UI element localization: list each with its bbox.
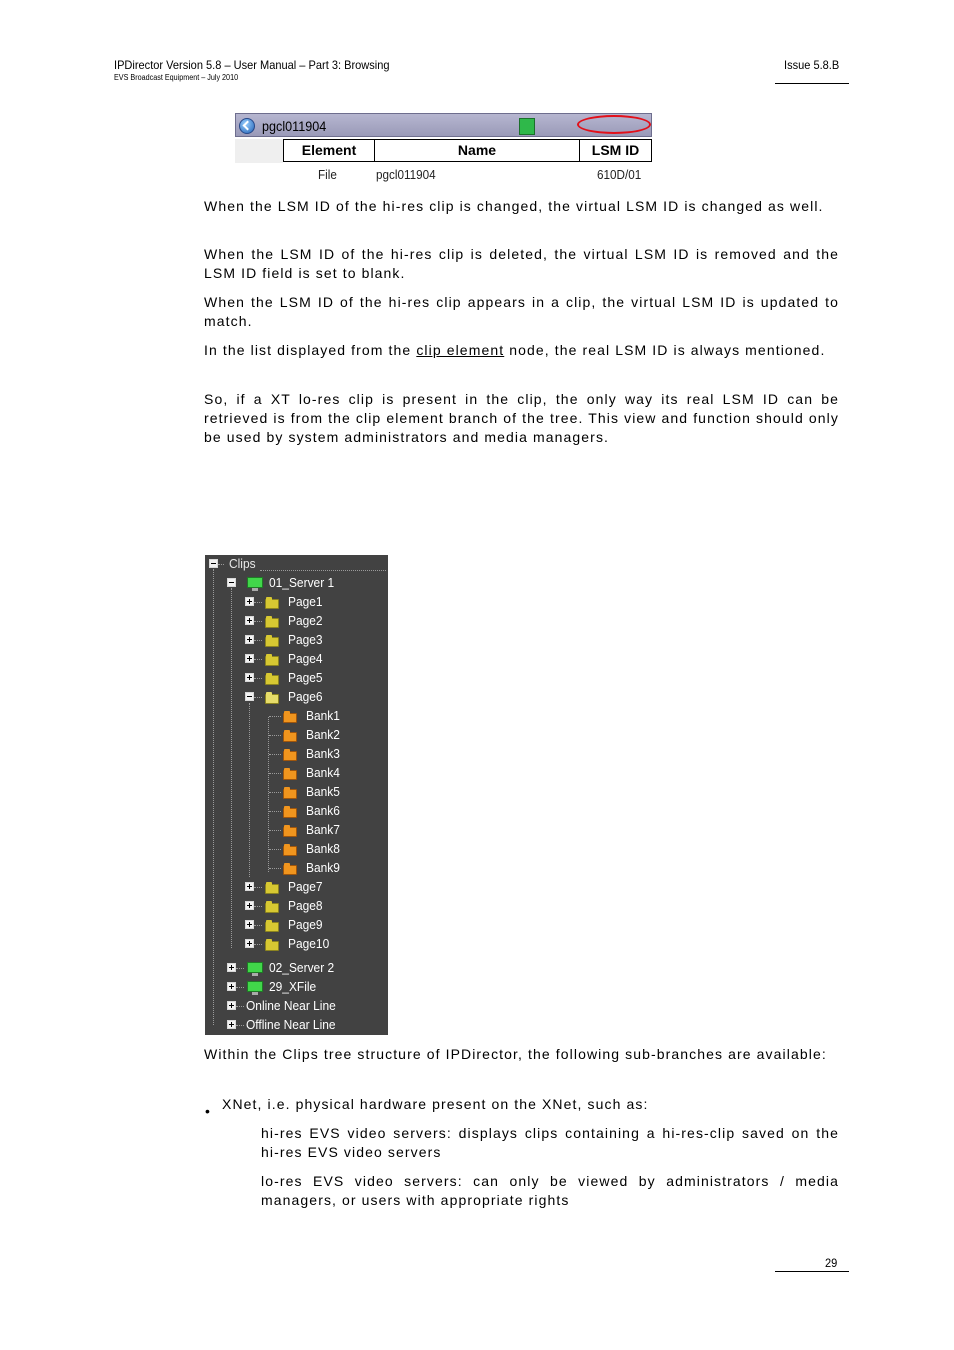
back-arrow-icon[interactable] [239,118,255,134]
folder-icon [283,789,297,799]
tree-node-page[interactable] [205,612,388,631]
tree-connector [269,811,281,812]
tree-connector [269,849,281,850]
expand-icon[interactable] [245,597,254,606]
folder-icon [265,637,279,647]
issue-label: Issue 5.8.B [784,58,840,72]
tree-node-bank[interactable] [205,764,388,783]
tree-connector [254,944,262,945]
clips-tree-screenshot [205,555,388,1035]
folder-icon [265,884,279,894]
folder-icon [265,903,279,913]
tree-label: Page4 [288,651,323,666]
tree-node-page[interactable] [205,897,388,916]
expand-icon[interactable] [227,1001,236,1010]
tree-label: Page9 [288,917,323,932]
tree-label: Page1 [288,594,323,609]
document-subtitle: EVS Broadcast Equipment – July 2010 [114,73,239,82]
tree-connector [269,735,281,736]
tree-node-online-near-line[interactable] [205,997,388,1016]
tree-label: Bank1 [306,708,340,723]
tree-node-page[interactable] [205,916,388,935]
expand-icon[interactable] [227,982,236,991]
bullet-icon: • [205,1103,210,1119]
tree-connector [236,968,244,969]
tree-label: Clips [229,556,256,571]
tree-node-page[interactable] [205,631,388,650]
tree-label: Page6 [288,689,323,704]
footer-rule [775,1271,849,1272]
open-folder-icon [265,694,279,704]
subitem-hires-servers: hi-res EVS video servers: displays clips containing a hi-res-clip saved on the hi-res EVS video servers [261,1125,839,1160]
tree-label: 29_XFile [269,979,317,994]
subitem-lores-servers: lo-res EVS video servers: can only be viewed by administrators / media managers, or users with appropriate rights [261,1173,839,1208]
expand-icon[interactable] [245,901,254,910]
paragraph-xt-lores: So, if a XT lo-res clip is present in the clip, the only way its real LSM ID can be retrieved is from the clip element branch of the tree. This view and function should only be used by system administrators and media managers. [204,391,839,445]
folder-icon [283,865,297,875]
tree-node-page[interactable] [205,935,388,954]
bullet-xnet: XNet, i.e. physical hardware present on the XNet, such as: [222,1096,649,1112]
paragraph-clips-tree-intro: Within the Clips tree structure of IPDirector, the following sub-branches are available: [204,1046,827,1062]
tree-label: Bank4 [306,765,340,780]
tree-label: Offline Near Line [246,1017,336,1032]
tree-node-bank[interactable] [205,802,388,821]
tree-label: 01_Server 1 [269,575,335,590]
tree-connector [254,678,262,679]
tree-label: Page3 [288,632,323,647]
folder-icon [265,941,279,951]
tree-label: Page7 [288,879,323,894]
file-status-icon [519,118,535,135]
paragraph-text: node, the real LSM ID is always mentioned. [504,342,826,358]
tree-node-bank[interactable] [205,726,388,745]
folder-icon [265,922,279,932]
tree-label: Bank8 [306,841,340,856]
tree-connector [254,887,262,888]
folder-icon [265,675,279,685]
tree-node-bank[interactable] [205,821,388,840]
server-monitor-icon [247,962,263,973]
tree-label: Online Near Line [246,998,336,1013]
tree-label: Page5 [288,670,323,685]
expand-icon[interactable] [245,673,254,682]
tree-node-offline-near-line[interactable] [205,1016,388,1035]
folder-icon [283,713,297,723]
folder-icon [265,656,279,666]
expand-icon[interactable] [227,963,236,972]
cell-element: File [318,167,337,182]
tree-label: Bank6 [306,803,340,818]
tree-node-xfile[interactable] [205,978,388,997]
tree-label: 02_Server 2 [269,960,335,975]
expand-icon[interactable] [245,920,254,929]
folder-icon [283,846,297,856]
tree-label: Page8 [288,898,323,913]
tree-label: Page2 [288,613,323,628]
clip-window-screenshot [235,113,652,189]
paragraph-lsm-appears: When the LSM ID of the hi-res clip appears in a clip, the virtual LSM ID is updated to match. [204,294,839,329]
header-rule [775,83,849,84]
tree-label: Bank7 [306,822,340,837]
expand-icon[interactable] [245,654,254,663]
tree-connector [254,621,262,622]
expand-icon[interactable] [245,616,254,625]
tree-label: Bank2 [306,727,340,742]
tree-label: Bank5 [306,784,340,799]
tree-connector [254,640,262,641]
paragraph-text: In the list displayed from the [204,342,417,358]
collapse-icon[interactable] [245,692,254,701]
tree-label: Bank9 [306,860,340,875]
tree-connector [236,1006,244,1007]
folder-icon [283,808,297,818]
expand-icon[interactable] [245,939,254,948]
tree-connector [236,987,244,988]
cell-name: pgcl011904 [376,167,436,182]
paragraph-lsm-deleted: When the LSM ID of the hi-res clip is deleted, the virtual LSM ID is removed and the LSM ID field is set to blank. [204,246,839,281]
tree-node-page[interactable] [205,878,388,897]
clip-window-title: pgcl011904 [262,118,327,134]
tree-node-bank[interactable] [205,783,388,802]
folder-icon [283,770,297,780]
tree-connector [269,868,281,869]
tree-node-page[interactable] [205,593,388,612]
tree-connector [269,716,281,717]
tree-separator [260,570,386,571]
column-spacer [235,139,283,163]
collapse-icon[interactable] [227,578,236,587]
tree-connector [254,659,262,660]
tree-connector [254,925,262,926]
tree-node-server-1[interactable] [205,574,388,593]
tree-node-server-2[interactable] [205,959,388,978]
folder-icon [283,827,297,837]
paragraph-lsm-changed: When the LSM ID of the hi-res clip is changed, the virtual LSM ID is changed as well. [204,198,824,214]
column-header-lsm-id[interactable]: LSM ID [579,139,652,162]
tree-connector [269,754,281,755]
tree-connector [269,830,281,831]
clip-window-titlebar [235,113,652,137]
tree-node-bank[interactable] [205,840,388,859]
expand-icon[interactable] [245,635,254,644]
tree-node-page[interactable] [205,669,388,688]
document-title: IPDirector Version 5.8 – User Manual – Part 3: Browsing [114,58,390,72]
tree-connector [236,1025,244,1026]
tree-label: Bank3 [306,746,340,761]
tree-connector [269,792,281,793]
folder-icon [265,599,279,609]
tree-node-clips[interactable] [205,555,388,574]
tree-node-bank[interactable] [205,707,388,726]
server-monitor-icon [247,981,263,992]
collapse-icon[interactable] [209,559,218,568]
expand-icon[interactable] [227,1020,236,1029]
paragraph-list-displayed [204,341,839,360]
expand-icon[interactable] [245,882,254,891]
table-header [283,139,652,163]
highlight-oval [577,115,651,134]
tree-label: Page10 [288,936,330,951]
folder-icon [283,732,297,742]
server-monitor-icon [247,577,263,588]
tree-node-page[interactable] [205,650,388,669]
tree-node-page-open[interactable] [205,688,388,707]
folder-icon [265,618,279,628]
tree-connector [269,773,281,774]
tree-node-bank[interactable] [205,745,388,764]
folder-icon [283,751,297,761]
cell-lsm-id: 610D/01 [597,167,642,182]
clip-element-link[interactable]: clip element [416,342,505,358]
tree-node-bank[interactable] [205,859,388,878]
tree-connector [254,697,262,698]
page-number: 29 [825,1256,838,1270]
column-header-name[interactable]: Name [374,139,579,162]
column-header-element[interactable]: Element [283,139,374,162]
tree-connector [254,906,262,907]
tree-connector [218,564,224,565]
tree-connector [254,602,262,603]
